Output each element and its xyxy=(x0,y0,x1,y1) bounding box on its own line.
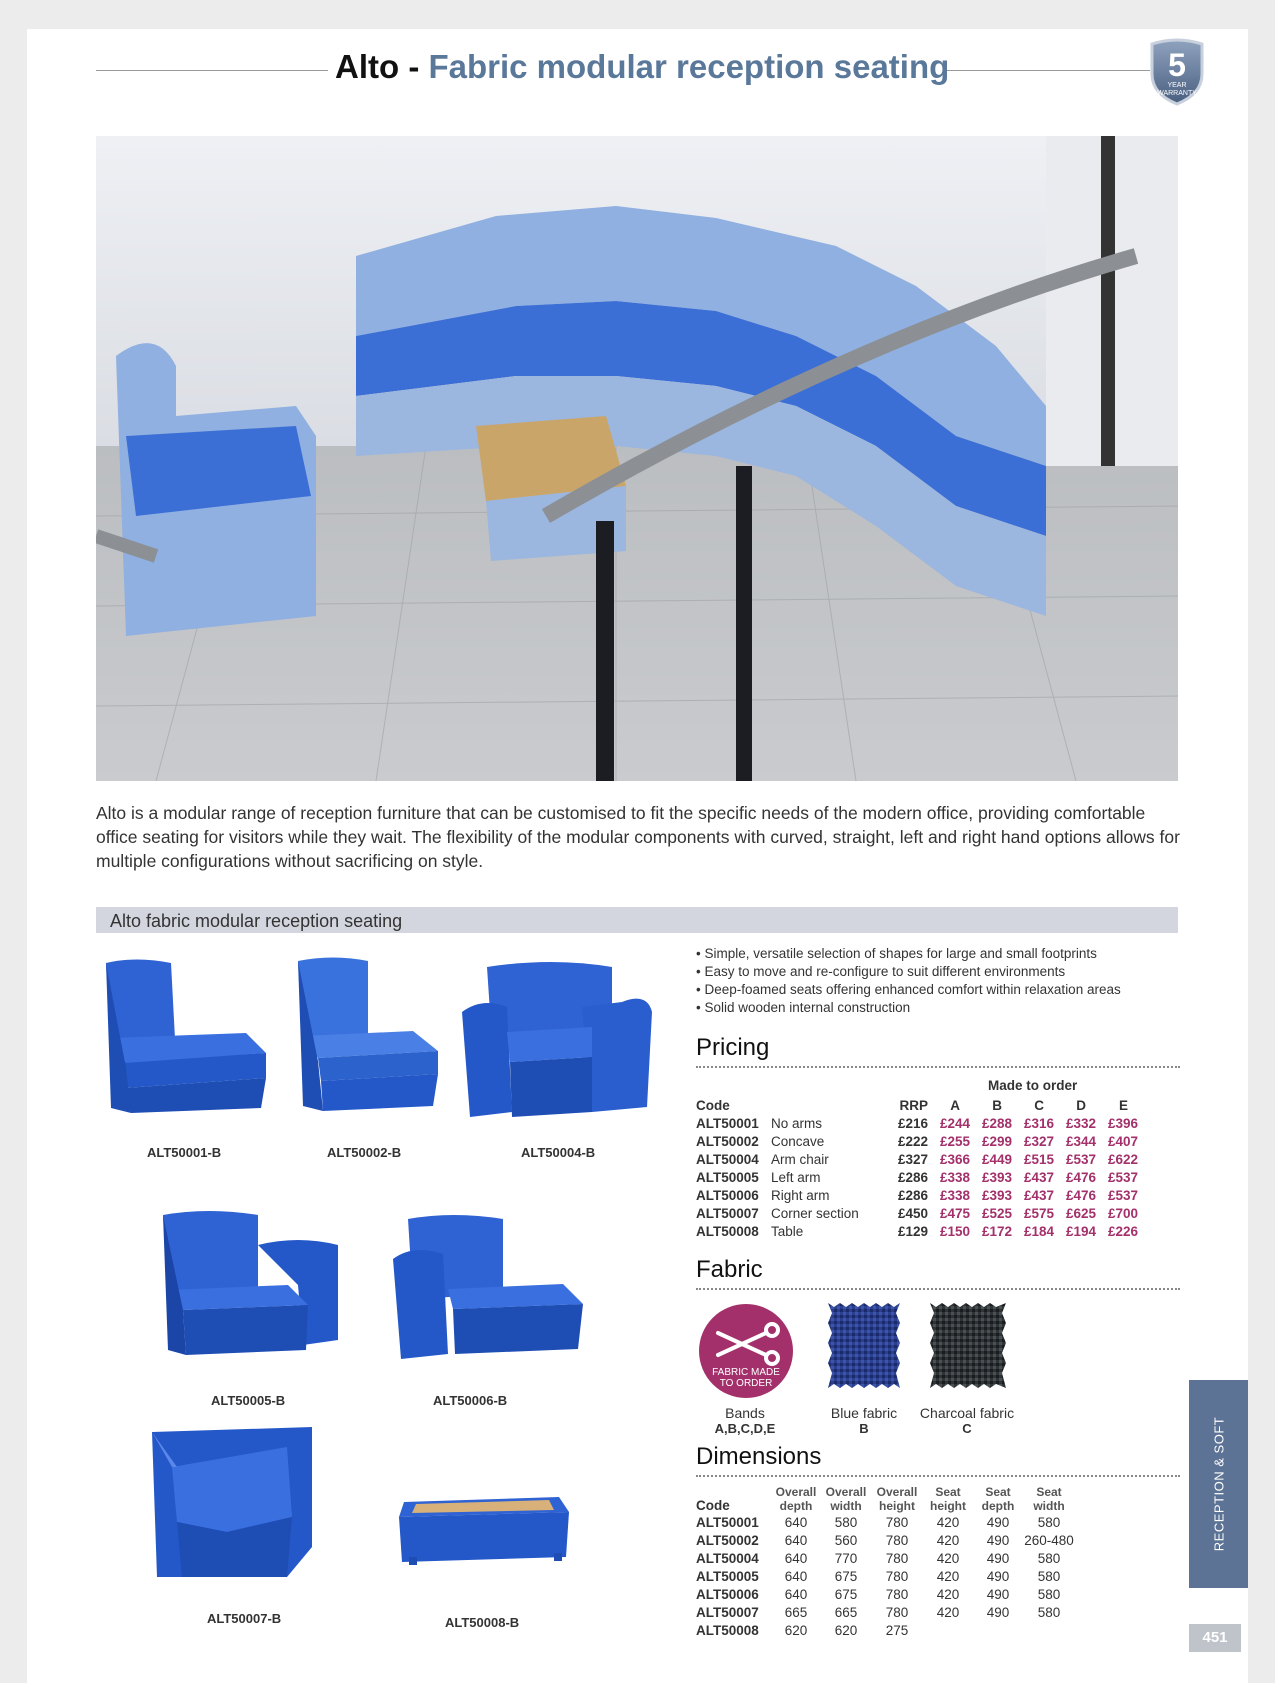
pricing-table xyxy=(696,1096,1138,1240)
product-code-alt50001: ALT50001-B xyxy=(147,1145,222,1160)
made-to-order-label: Made to order xyxy=(988,1078,1078,1093)
pricing-divider xyxy=(696,1066,1180,1068)
table-row: ALT50002 Concave £222 £255 £299 £327 £344 £407 xyxy=(696,1133,1138,1149)
table-row: ALT50006 640 675 780 420 490 580 xyxy=(696,1586,1061,1602)
product-image-alt50002 xyxy=(293,956,443,1116)
col-d: D xyxy=(1076,1097,1086,1113)
title-rule-left xyxy=(96,70,328,71)
badge-number: 5 xyxy=(1168,47,1186,83)
fabric-divider xyxy=(696,1288,1180,1290)
product-code-alt50007: ALT50007-B xyxy=(207,1611,282,1626)
section-side-tab[interactable] xyxy=(1189,1380,1248,1588)
col-a: A xyxy=(950,1097,960,1113)
side-tab-label: RECEPTION & SOFT xyxy=(1211,1416,1226,1552)
product-image-alt50005 xyxy=(158,1210,343,1360)
reception-seating-photo xyxy=(96,136,1178,781)
table-row: ALT50008 Table £129 £150 £172 £184 £194 £226 xyxy=(696,1223,1138,1239)
dimensions-table xyxy=(696,1485,1075,1639)
table-row: ALT50005 640 675 780 420 490 580 xyxy=(696,1568,1061,1584)
badge-year: YEAR xyxy=(1167,82,1187,89)
fabric-bands-sub: A,B,C,D,E xyxy=(714,1421,776,1436)
dim-col-code: Code xyxy=(696,1498,730,1513)
col-e: E xyxy=(1118,1097,1128,1113)
intro-paragraph: Alto is a modular range of reception furniture that can be customised to fit the specific needs of the modern office, providing comfortable office seating for visitors while they wait. The flexibility of the modular components with curved, straight, left and right hand options allows for multiple configurations without sacrificing on style. xyxy=(96,803,1180,871)
charcoal-fabric-swatch xyxy=(930,1303,1006,1388)
feature-item: • Easy to move and re-configure to suit different environments xyxy=(696,963,1121,981)
dimensions-heading: Dimensions xyxy=(696,1443,822,1470)
product-image-alt50006 xyxy=(393,1214,583,1364)
product-code-alt50002: ALT50002-B xyxy=(327,1145,402,1160)
table-row: ALT50006 Right arm £286 £338 £393 £437 £476 £537 xyxy=(696,1187,1138,1203)
fabric-charcoal-sub: C xyxy=(962,1421,972,1436)
product-code-alt50006: ALT50006-B xyxy=(433,1393,508,1408)
table-row: ALT50001 No arms £216 £244 £288 £316 £332 £396 xyxy=(696,1115,1138,1131)
fabric-charcoal-label: Charcoal fabric xyxy=(919,1405,1015,1421)
fabric-bands xyxy=(700,1405,790,1436)
pricing-heading: Pricing xyxy=(696,1034,770,1061)
title-rule-right xyxy=(945,70,1150,71)
product-image-alt50004 xyxy=(462,962,652,1122)
dimensions-header-row: Code Overall depth Overall width Overall height Seat height Seat depth Seat width xyxy=(696,1485,1065,1513)
badge-line2: TO ORDER xyxy=(719,1378,773,1389)
feature-list xyxy=(696,945,1121,1017)
table-row: ALT50004 640 770 780 420 490 580 xyxy=(696,1550,1061,1566)
page-number: 451 xyxy=(1189,1624,1241,1652)
col-b: B xyxy=(992,1097,1002,1113)
col-rrp: RRP xyxy=(899,1097,928,1113)
pricing-header-row xyxy=(696,1096,1138,1114)
fabric-blue xyxy=(818,1405,910,1436)
table-row: ALT50007 665 665 780 420 490 580 xyxy=(696,1604,1061,1620)
table-row: ALT50004 Arm chair £327 £366 £449 £515 £537 £622 xyxy=(696,1151,1138,1167)
fabric-made-to-order-icon xyxy=(698,1303,794,1399)
feature-item: • Solid wooden internal construction xyxy=(696,999,1121,1017)
fabric-charcoal xyxy=(912,1405,1022,1436)
product-code-alt50004: ALT50004-B xyxy=(521,1145,596,1160)
badge-line1: FABRIC MADE xyxy=(712,1367,780,1378)
dimensions-divider xyxy=(696,1475,1180,1477)
table-row: ALT50008 620 620 275 xyxy=(696,1622,909,1638)
fabric-heading: Fabric xyxy=(696,1256,763,1283)
product-code-alt50005: ALT50005-B xyxy=(211,1393,286,1408)
fabric-blue-sub: B xyxy=(859,1421,869,1436)
product-image-alt50008 xyxy=(394,1487,569,1567)
feature-item: • Deep-foamed seats offering enhanced comfort within relaxation areas xyxy=(696,981,1121,999)
table-row: ALT50007 Corner section £450 £475 £525 £575 £625 £700 xyxy=(696,1205,1138,1221)
blue-fabric-swatch xyxy=(828,1303,900,1388)
fabric-bands-label: Bands xyxy=(725,1405,765,1421)
table-row: ALT50005 Left arm £286 £338 £393 £437 £476 £537 xyxy=(696,1169,1138,1185)
col-c: C xyxy=(1034,1097,1044,1113)
badge-warranty: WARRANTY xyxy=(1157,90,1197,97)
table-row: ALT50002 640 560 780 420 490 260-480 xyxy=(696,1532,1074,1548)
page-title: Alto - Fabric modular reception seating xyxy=(335,48,950,85)
product-code-alt50008: ALT50008-B xyxy=(445,1615,520,1630)
col-code: Code xyxy=(696,1097,730,1113)
warranty-badge-icon xyxy=(1146,38,1208,106)
section-title: Alto fabric modular reception seating xyxy=(110,911,403,931)
product-image-alt50007 xyxy=(147,1427,317,1582)
section-bar xyxy=(96,907,1178,933)
product-image-alt50001 xyxy=(96,958,271,1118)
table-row: ALT50001 640 580 780 420 490 580 xyxy=(696,1514,1061,1530)
fabric-blue-label: Blue fabric xyxy=(830,1405,898,1421)
feature-item: • Simple, versatile selection of shapes for large and small footprints xyxy=(696,945,1121,963)
